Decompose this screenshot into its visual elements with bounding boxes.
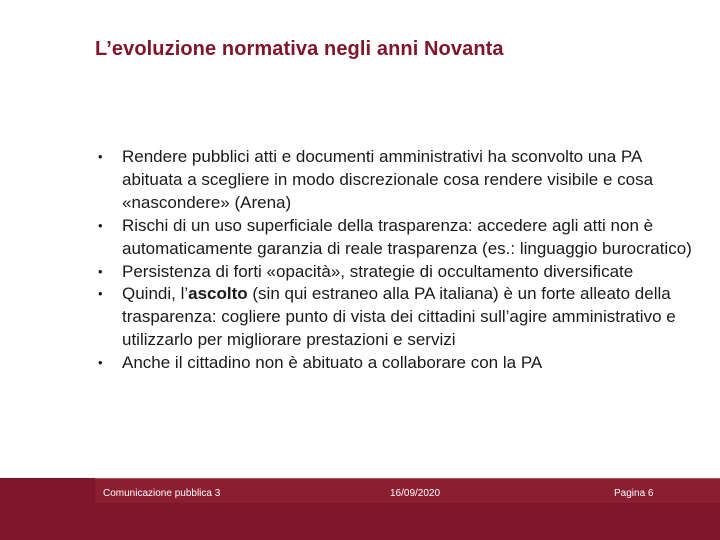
bullet-item xyxy=(96,283,702,352)
footer-course: Comunicazione pubblica 3 xyxy=(103,488,221,499)
bullet-item xyxy=(96,352,702,375)
bullet-text-start: Quindi, l’ xyxy=(122,284,189,304)
bullet-item xyxy=(96,146,702,215)
bullet-dot: • xyxy=(98,149,103,164)
bullet-dot: • xyxy=(98,217,103,233)
footer-page-number: Pagina 6 xyxy=(614,488,654,499)
footer-divider xyxy=(95,478,720,479)
bullet-text-end: (sin qui estraneo alla PA italiana) è un forte alleato della trasparenza: cogliere punto di vista dei cittadini sull’agire amministrativo e utilizzarlo per migliorare prestazioni e servizi xyxy=(122,284,676,350)
bullet-text: Persistenza di forti «opacità», strategie di occultamento diversificate xyxy=(122,261,634,281)
slide-title: L’evoluzione normativa negli anni Novanta xyxy=(95,38,504,60)
bullet-dot: • xyxy=(98,263,103,279)
bullet-text: Rendere pubblici atti e documenti amministrativi ha sconvolto una PA abituata a scegliere in modo discrezionale cosa rendere visibile e cosa «nascondere» (Arena) xyxy=(122,147,654,212)
footer-bar xyxy=(0,478,720,540)
bullet-item xyxy=(96,261,702,284)
bullet-text-bold: ascolto xyxy=(188,284,248,304)
bullet-list xyxy=(96,146,702,375)
bullet-dot: • xyxy=(98,355,103,371)
bullet-item xyxy=(96,215,702,261)
bullet-text: Rischi di un uso superficiale della trasparenza: accedere agli atti non è automaticamente garanzia di reale trasparenza (es.: linguaggio burocratico) xyxy=(122,215,692,258)
bullet-dot: • xyxy=(98,286,103,302)
bullet-text: Anche il cittadino non è abituato a collaborare con la PA xyxy=(122,353,543,373)
footer-date: 16/09/2020 xyxy=(390,488,441,499)
